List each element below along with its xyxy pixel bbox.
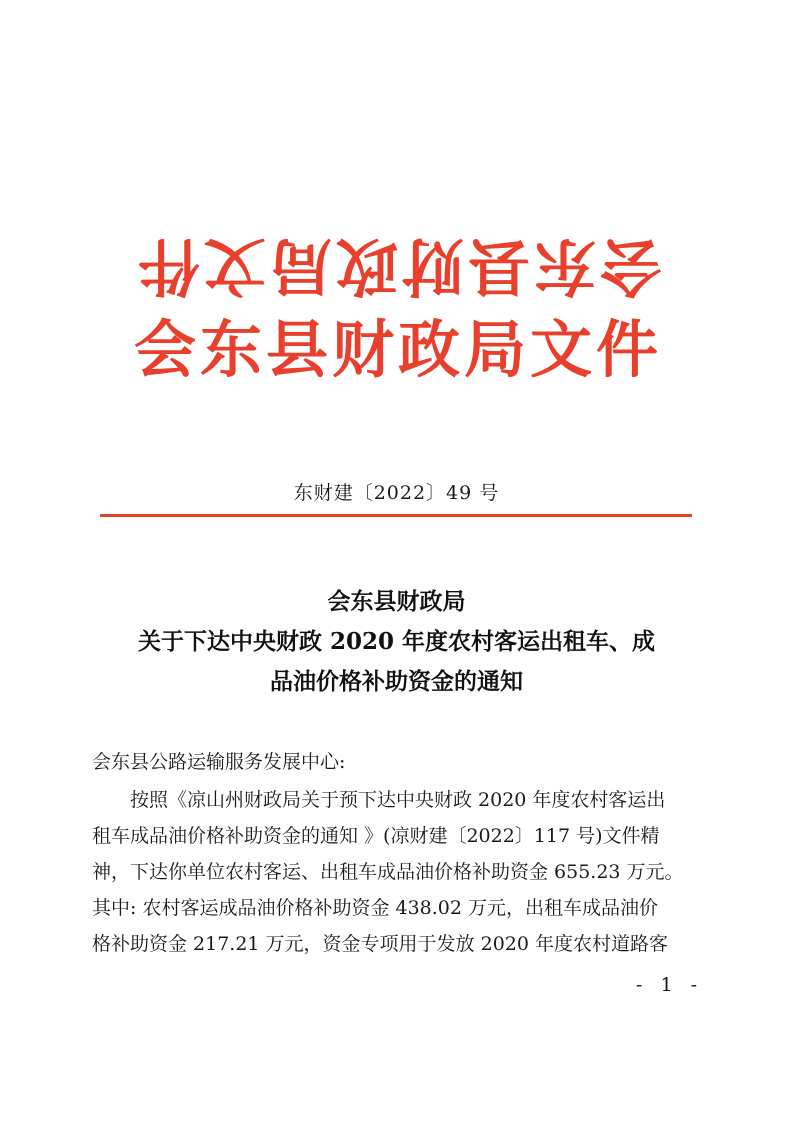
notice-title-line-3: 品油价格补助资金的通知 bbox=[270, 668, 523, 695]
salutation: 会东县公路运输服务发展中心: bbox=[92, 751, 346, 773]
header-title-bleedthrough: 会东县财政局文件 bbox=[134, 230, 663, 303]
paragraph-line: 其中: 农村客运成品油价格补助资金 438.02 万元，出租车成品油价 bbox=[92, 897, 659, 919]
paragraph-line: 神，下达你单位农村客运、出租车成品油价格补助资金 655.23 万元。 bbox=[92, 861, 684, 883]
paragraph-line: 租车成品油价格补助资金的通知 》(凉财建〔2022〕117 号)文件精 bbox=[92, 825, 660, 847]
paragraph-line: 按照《凉山州财政局关于预下达中央财政 2020 年度农村客运出 bbox=[130, 789, 666, 811]
document-number: 东财建〔2022〕49 号 bbox=[293, 482, 500, 504]
page-number: - 1 - bbox=[635, 974, 703, 996]
red-divider-line bbox=[100, 514, 692, 517]
notice-body bbox=[92, 744, 732, 962]
header-title: 会东县财政局文件 bbox=[133, 313, 662, 386]
notice-title-line-1: 会东县财政局 bbox=[327, 588, 466, 615]
paragraph-line: 格补助资金 217.21 万元，资金专项用于发放 2020 年度农村道路客 bbox=[92, 933, 668, 955]
notice-title bbox=[80, 582, 713, 702]
notice-title-line-2: 关于下达中央财政 2020 年度农村客运出租车、成 bbox=[137, 628, 656, 655]
